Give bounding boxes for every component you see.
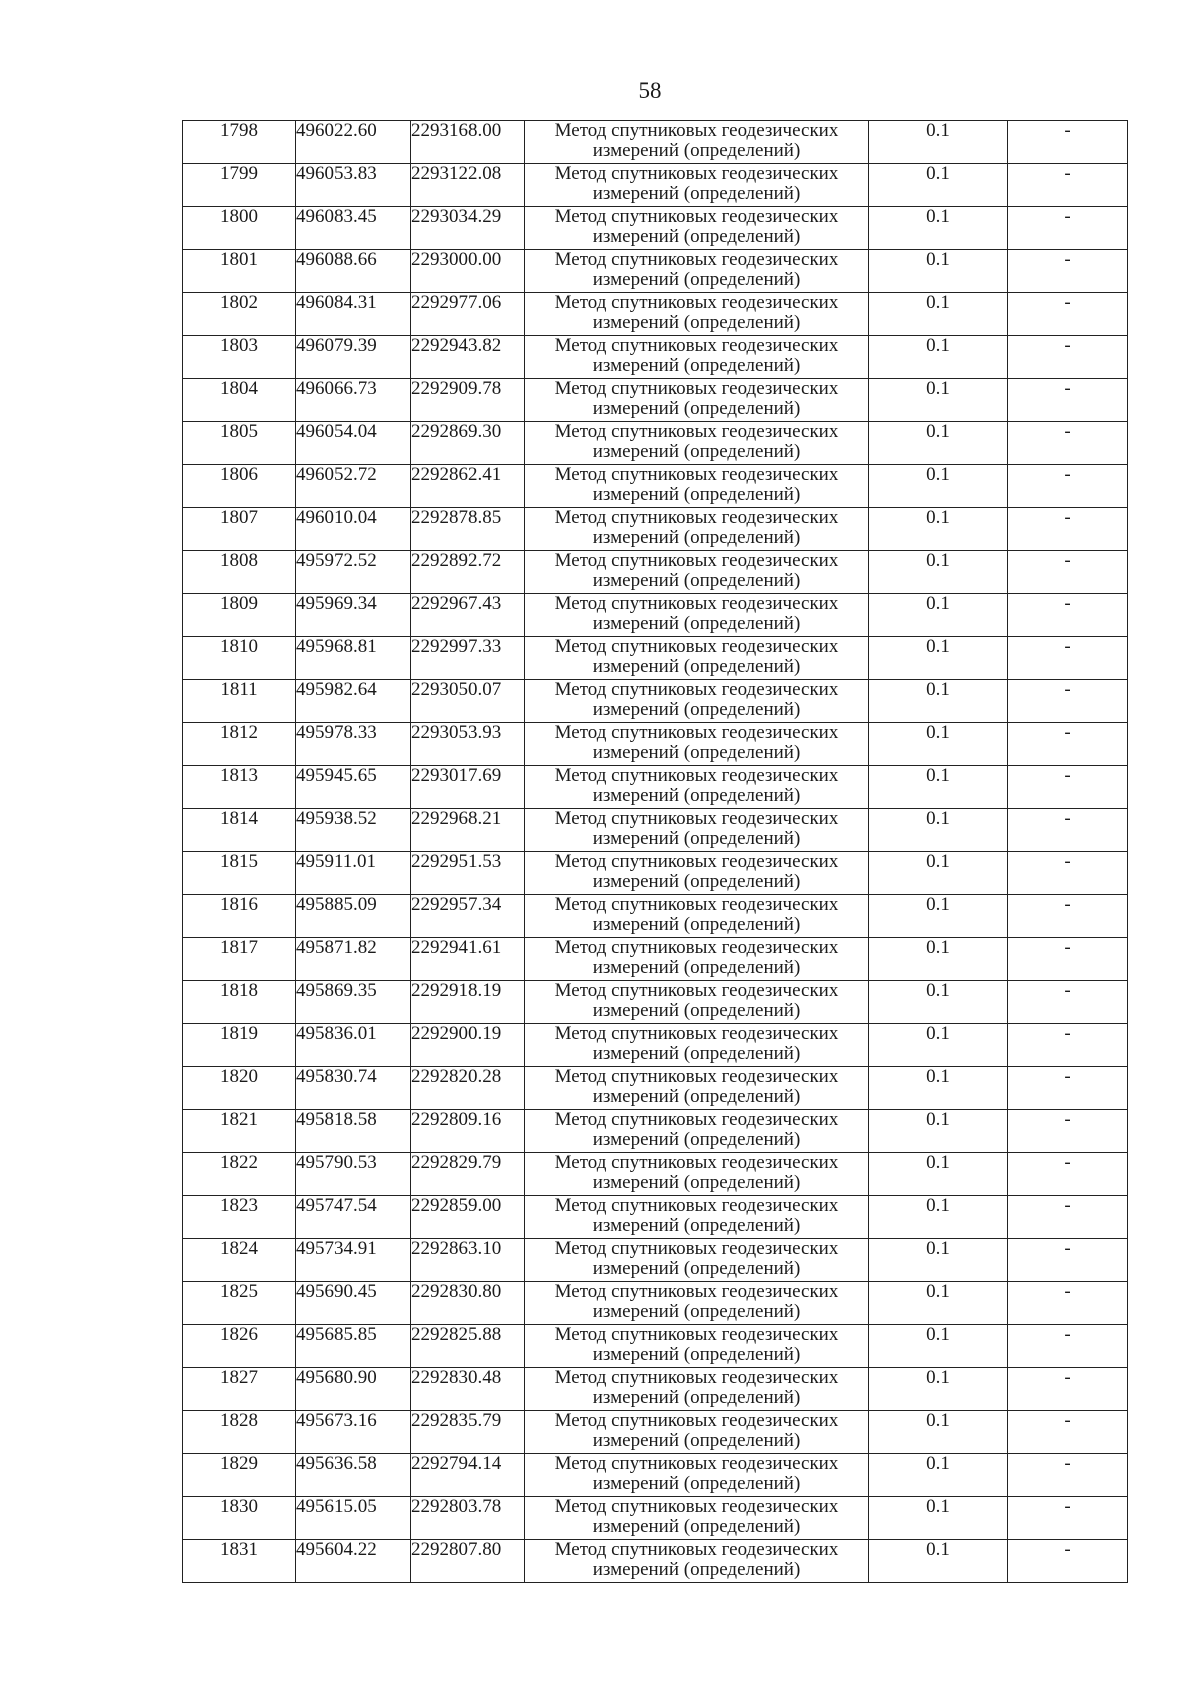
- accuracy-cell: 0.1: [869, 938, 1008, 981]
- point-number-cell: 1812: [183, 723, 296, 766]
- y-coordinate-cell: 2293050.07: [411, 680, 525, 723]
- point-number-cell: 1798: [183, 121, 296, 164]
- note-cell: -: [1008, 250, 1128, 293]
- x-coordinate-cell: 495673.16: [296, 1411, 411, 1454]
- method-cell: Метод спутниковых геодезических измерений (определений): [525, 809, 869, 852]
- note-cell: -: [1008, 766, 1128, 809]
- table-row: [183, 1411, 1128, 1454]
- table-row: [183, 809, 1128, 852]
- y-coordinate-cell: 2292859.00: [411, 1196, 525, 1239]
- y-coordinate-cell: 2293168.00: [411, 121, 525, 164]
- table-row: [183, 723, 1128, 766]
- y-coordinate-cell: 2293017.69: [411, 766, 525, 809]
- accuracy-cell: 0.1: [869, 1110, 1008, 1153]
- method-cell: Метод спутниковых геодезических измерений (определений): [525, 551, 869, 594]
- table-row: [183, 164, 1128, 207]
- accuracy-cell: 0.1: [869, 379, 1008, 422]
- y-coordinate-cell: 2292968.21: [411, 809, 525, 852]
- x-coordinate-cell: 495972.52: [296, 551, 411, 594]
- method-cell: Метод спутниковых геодезических измерений (определений): [525, 1024, 869, 1067]
- x-coordinate-cell: 495938.52: [296, 809, 411, 852]
- table-row: [183, 1282, 1128, 1325]
- x-coordinate-cell: 496022.60: [296, 121, 411, 164]
- coordinates-table-body: [183, 121, 1128, 1583]
- method-cell: Метод спутниковых геодезических измерений (определений): [525, 121, 869, 164]
- accuracy-cell: 0.1: [869, 1282, 1008, 1325]
- x-coordinate-cell: 496066.73: [296, 379, 411, 422]
- x-coordinate-cell: 495680.90: [296, 1368, 411, 1411]
- point-number-cell: 1808: [183, 551, 296, 594]
- table-row: [183, 422, 1128, 465]
- y-coordinate-cell: 2292820.28: [411, 1067, 525, 1110]
- y-coordinate-cell: 2293122.08: [411, 164, 525, 207]
- accuracy-cell: 0.1: [869, 1411, 1008, 1454]
- note-cell: -: [1008, 1024, 1128, 1067]
- note-cell: -: [1008, 422, 1128, 465]
- method-cell: Метод спутниковых геодезических измерений (определений): [525, 1325, 869, 1368]
- method-cell: Метод спутниковых геодезических измерений (определений): [525, 379, 869, 422]
- x-coordinate-cell: 496079.39: [296, 336, 411, 379]
- accuracy-cell: 0.1: [869, 1024, 1008, 1067]
- point-number-cell: 1815: [183, 852, 296, 895]
- accuracy-cell: 0.1: [869, 1325, 1008, 1368]
- method-cell: Метод спутниковых геодезических измерений (определений): [525, 250, 869, 293]
- y-coordinate-cell: 2292835.79: [411, 1411, 525, 1454]
- note-cell: -: [1008, 1497, 1128, 1540]
- y-coordinate-cell: 2292951.53: [411, 852, 525, 895]
- accuracy-cell: 0.1: [869, 293, 1008, 336]
- note-cell: -: [1008, 1411, 1128, 1454]
- page-number: 58: [638, 78, 662, 103]
- method-cell: Метод спутниковых геодезических измерений (определений): [525, 680, 869, 723]
- y-coordinate-cell: 2292909.78: [411, 379, 525, 422]
- point-number-cell: 1813: [183, 766, 296, 809]
- table-row: [183, 551, 1128, 594]
- point-number-cell: 1806: [183, 465, 296, 508]
- point-number-cell: 1809: [183, 594, 296, 637]
- x-coordinate-cell: 496084.31: [296, 293, 411, 336]
- point-number-cell: 1804: [183, 379, 296, 422]
- accuracy-cell: 0.1: [869, 164, 1008, 207]
- note-cell: -: [1008, 121, 1128, 164]
- point-number-cell: 1827: [183, 1368, 296, 1411]
- point-number-cell: 1822: [183, 1153, 296, 1196]
- x-coordinate-cell: 495978.33: [296, 723, 411, 766]
- note-cell: -: [1008, 1067, 1128, 1110]
- table-row: [183, 981, 1128, 1024]
- x-coordinate-cell: 495911.01: [296, 852, 411, 895]
- note-cell: -: [1008, 594, 1128, 637]
- point-number-cell: 1828: [183, 1411, 296, 1454]
- note-cell: -: [1008, 293, 1128, 336]
- method-cell: Метод спутниковых геодезических измерений (определений): [525, 1239, 869, 1282]
- y-coordinate-cell: 2292809.16: [411, 1110, 525, 1153]
- table-row: [183, 1540, 1128, 1583]
- point-number-cell: 1819: [183, 1024, 296, 1067]
- y-coordinate-cell: 2292862.41: [411, 465, 525, 508]
- point-number-cell: 1803: [183, 336, 296, 379]
- note-cell: -: [1008, 1368, 1128, 1411]
- x-coordinate-cell: 495869.35: [296, 981, 411, 1024]
- note-cell: -: [1008, 637, 1128, 680]
- table-row: [183, 1368, 1128, 1411]
- y-coordinate-cell: 2292997.33: [411, 637, 525, 680]
- method-cell: Метод спутниковых геодезических измерений (определений): [525, 1110, 869, 1153]
- accuracy-cell: 0.1: [869, 1497, 1008, 1540]
- point-number-cell: 1811: [183, 680, 296, 723]
- table-row: [183, 250, 1128, 293]
- x-coordinate-cell: 495885.09: [296, 895, 411, 938]
- point-number-cell: 1826: [183, 1325, 296, 1368]
- accuracy-cell: 0.1: [869, 121, 1008, 164]
- method-cell: Метод спутниковых геодезических измерений (определений): [525, 465, 869, 508]
- table-row: [183, 637, 1128, 680]
- method-cell: Метод спутниковых геодезических измерений (определений): [525, 723, 869, 766]
- y-coordinate-cell: 2292830.48: [411, 1368, 525, 1411]
- y-coordinate-cell: 2293000.00: [411, 250, 525, 293]
- accuracy-cell: 0.1: [869, 809, 1008, 852]
- x-coordinate-cell: 495969.34: [296, 594, 411, 637]
- y-coordinate-cell: 2292918.19: [411, 981, 525, 1024]
- y-coordinate-cell: 2292863.10: [411, 1239, 525, 1282]
- y-coordinate-cell: 2292869.30: [411, 422, 525, 465]
- x-coordinate-cell: 495871.82: [296, 938, 411, 981]
- table-row: [183, 121, 1128, 164]
- y-coordinate-cell: 2293053.93: [411, 723, 525, 766]
- table-row: [183, 379, 1128, 422]
- note-cell: -: [1008, 1282, 1128, 1325]
- note-cell: -: [1008, 852, 1128, 895]
- point-number-cell: 1823: [183, 1196, 296, 1239]
- y-coordinate-cell: 2292900.19: [411, 1024, 525, 1067]
- accuracy-cell: 0.1: [869, 723, 1008, 766]
- accuracy-cell: 0.1: [869, 766, 1008, 809]
- x-coordinate-cell: 495615.05: [296, 1497, 411, 1540]
- point-number-cell: 1802: [183, 293, 296, 336]
- x-coordinate-cell: 495945.65: [296, 766, 411, 809]
- point-number-cell: 1801: [183, 250, 296, 293]
- point-number-cell: 1824: [183, 1239, 296, 1282]
- y-coordinate-cell: 2292830.80: [411, 1282, 525, 1325]
- method-cell: Метод спутниковых геодезических измерений (определений): [525, 1153, 869, 1196]
- x-coordinate-cell: 495685.85: [296, 1325, 411, 1368]
- point-number-cell: 1800: [183, 207, 296, 250]
- note-cell: -: [1008, 465, 1128, 508]
- x-coordinate-cell: 495604.22: [296, 1540, 411, 1583]
- method-cell: Метод спутниковых геодезических измерений (определений): [525, 895, 869, 938]
- note-cell: -: [1008, 981, 1128, 1024]
- table-row: [183, 938, 1128, 981]
- y-coordinate-cell: 2292829.79: [411, 1153, 525, 1196]
- accuracy-cell: 0.1: [869, 207, 1008, 250]
- method-cell: Метод спутниковых геодезических измерений (определений): [525, 1454, 869, 1497]
- accuracy-cell: 0.1: [869, 637, 1008, 680]
- accuracy-cell: 0.1: [869, 1239, 1008, 1282]
- table-row: [183, 1067, 1128, 1110]
- method-cell: Метод спутниковых геодезических измерений (определений): [525, 1282, 869, 1325]
- note-cell: -: [1008, 1110, 1128, 1153]
- note-cell: -: [1008, 1153, 1128, 1196]
- y-coordinate-cell: 2292892.72: [411, 551, 525, 594]
- method-cell: Метод спутниковых геодезических измерений (определений): [525, 637, 869, 680]
- table-row: [183, 1024, 1128, 1067]
- y-coordinate-cell: 2292967.43: [411, 594, 525, 637]
- x-coordinate-cell: 495790.53: [296, 1153, 411, 1196]
- method-cell: Метод спутниковых геодезических измерений (определений): [525, 766, 869, 809]
- x-coordinate-cell: 496088.66: [296, 250, 411, 293]
- method-cell: Метод спутниковых геодезических измерений (определений): [525, 1497, 869, 1540]
- accuracy-cell: 0.1: [869, 551, 1008, 594]
- x-coordinate-cell: 495690.45: [296, 1282, 411, 1325]
- accuracy-cell: 0.1: [869, 465, 1008, 508]
- accuracy-cell: 0.1: [869, 594, 1008, 637]
- x-coordinate-cell: 495636.58: [296, 1454, 411, 1497]
- table-row: [183, 1325, 1128, 1368]
- table-row: [183, 465, 1128, 508]
- table-row: [183, 594, 1128, 637]
- table-row: [183, 1153, 1128, 1196]
- table-row: [183, 680, 1128, 723]
- method-cell: Метод спутниковых геодезических измерений (определений): [525, 938, 869, 981]
- method-cell: Метод спутниковых геодезических измерений (определений): [525, 207, 869, 250]
- accuracy-cell: 0.1: [869, 1368, 1008, 1411]
- x-coordinate-cell: 495968.81: [296, 637, 411, 680]
- accuracy-cell: 0.1: [869, 1540, 1008, 1583]
- x-coordinate-cell: 495982.64: [296, 680, 411, 723]
- method-cell: Метод спутниковых геодезических измерений (определений): [525, 293, 869, 336]
- note-cell: -: [1008, 1325, 1128, 1368]
- point-number-cell: 1825: [183, 1282, 296, 1325]
- accuracy-cell: 0.1: [869, 895, 1008, 938]
- note-cell: -: [1008, 895, 1128, 938]
- note-cell: -: [1008, 164, 1128, 207]
- note-cell: -: [1008, 1540, 1128, 1583]
- table-row: [183, 1110, 1128, 1153]
- y-coordinate-cell: 2292943.82: [411, 336, 525, 379]
- x-coordinate-cell: 495818.58: [296, 1110, 411, 1153]
- accuracy-cell: 0.1: [869, 508, 1008, 551]
- x-coordinate-cell: 495836.01: [296, 1024, 411, 1067]
- accuracy-cell: 0.1: [869, 1196, 1008, 1239]
- x-coordinate-cell: 496054.04: [296, 422, 411, 465]
- table-row: [183, 1454, 1128, 1497]
- table-row: [183, 1497, 1128, 1540]
- accuracy-cell: 0.1: [869, 250, 1008, 293]
- method-cell: Метод спутниковых геодезических измерений (определений): [525, 1368, 869, 1411]
- y-coordinate-cell: 2293034.29: [411, 207, 525, 250]
- coordinates-table: [182, 120, 1128, 1583]
- method-cell: Метод спутниковых геодезических измерений (определений): [525, 1067, 869, 1110]
- method-cell: Метод спутниковых геодезических измерений (определений): [525, 422, 869, 465]
- note-cell: -: [1008, 809, 1128, 852]
- y-coordinate-cell: 2292957.34: [411, 895, 525, 938]
- table-row: [183, 508, 1128, 551]
- point-number-cell: 1817: [183, 938, 296, 981]
- table-row: [183, 293, 1128, 336]
- accuracy-cell: 0.1: [869, 1153, 1008, 1196]
- point-number-cell: 1807: [183, 508, 296, 551]
- method-cell: Метод спутниковых геодезических измерений (определений): [525, 852, 869, 895]
- y-coordinate-cell: 2292878.85: [411, 508, 525, 551]
- note-cell: -: [1008, 336, 1128, 379]
- method-cell: Метод спутниковых геодезических измерений (определений): [525, 336, 869, 379]
- x-coordinate-cell: 495830.74: [296, 1067, 411, 1110]
- point-number-cell: 1810: [183, 637, 296, 680]
- point-number-cell: 1820: [183, 1067, 296, 1110]
- note-cell: -: [1008, 551, 1128, 594]
- accuracy-cell: 0.1: [869, 422, 1008, 465]
- accuracy-cell: 0.1: [869, 680, 1008, 723]
- note-cell: -: [1008, 508, 1128, 551]
- point-number-cell: 1830: [183, 1497, 296, 1540]
- note-cell: -: [1008, 1239, 1128, 1282]
- x-coordinate-cell: 496010.04: [296, 508, 411, 551]
- method-cell: Метод спутниковых геодезических измерений (определений): [525, 1196, 869, 1239]
- accuracy-cell: 0.1: [869, 1454, 1008, 1497]
- x-coordinate-cell: 495747.54: [296, 1196, 411, 1239]
- point-number-cell: 1818: [183, 981, 296, 1024]
- method-cell: Метод спутниковых геодезических измерений (определений): [525, 594, 869, 637]
- x-coordinate-cell: 496083.45: [296, 207, 411, 250]
- x-coordinate-cell: 495734.91: [296, 1239, 411, 1282]
- table-row: [183, 766, 1128, 809]
- x-coordinate-cell: 496053.83: [296, 164, 411, 207]
- y-coordinate-cell: 2292941.61: [411, 938, 525, 981]
- point-number-cell: 1799: [183, 164, 296, 207]
- method-cell: Метод спутниковых геодезических измерений (определений): [525, 508, 869, 551]
- note-cell: -: [1008, 207, 1128, 250]
- y-coordinate-cell: 2292977.06: [411, 293, 525, 336]
- note-cell: -: [1008, 1454, 1128, 1497]
- accuracy-cell: 0.1: [869, 1067, 1008, 1110]
- method-cell: Метод спутниковых геодезических измерений (определений): [525, 164, 869, 207]
- table-row: [183, 336, 1128, 379]
- y-coordinate-cell: 2292794.14: [411, 1454, 525, 1497]
- y-coordinate-cell: 2292825.88: [411, 1325, 525, 1368]
- method-cell: Метод спутниковых геодезических измерений (определений): [525, 1540, 869, 1583]
- point-number-cell: 1805: [183, 422, 296, 465]
- method-cell: Метод спутниковых геодезических измерений (определений): [525, 981, 869, 1024]
- point-number-cell: 1816: [183, 895, 296, 938]
- point-number-cell: 1829: [183, 1454, 296, 1497]
- accuracy-cell: 0.1: [869, 852, 1008, 895]
- table-row: [183, 852, 1128, 895]
- table-row: [183, 895, 1128, 938]
- note-cell: -: [1008, 938, 1128, 981]
- table-row: [183, 1196, 1128, 1239]
- note-cell: -: [1008, 723, 1128, 766]
- method-cell: Метод спутниковых геодезических измерений (определений): [525, 1411, 869, 1454]
- x-coordinate-cell: 496052.72: [296, 465, 411, 508]
- table-row: [183, 207, 1128, 250]
- point-number-cell: 1821: [183, 1110, 296, 1153]
- point-number-cell: 1814: [183, 809, 296, 852]
- note-cell: -: [1008, 1196, 1128, 1239]
- table-row: [183, 1239, 1128, 1282]
- accuracy-cell: 0.1: [869, 336, 1008, 379]
- note-cell: -: [1008, 379, 1128, 422]
- accuracy-cell: 0.1: [869, 981, 1008, 1024]
- y-coordinate-cell: 2292807.80: [411, 1540, 525, 1583]
- note-cell: -: [1008, 680, 1128, 723]
- point-number-cell: 1831: [183, 1540, 296, 1583]
- y-coordinate-cell: 2292803.78: [411, 1497, 525, 1540]
